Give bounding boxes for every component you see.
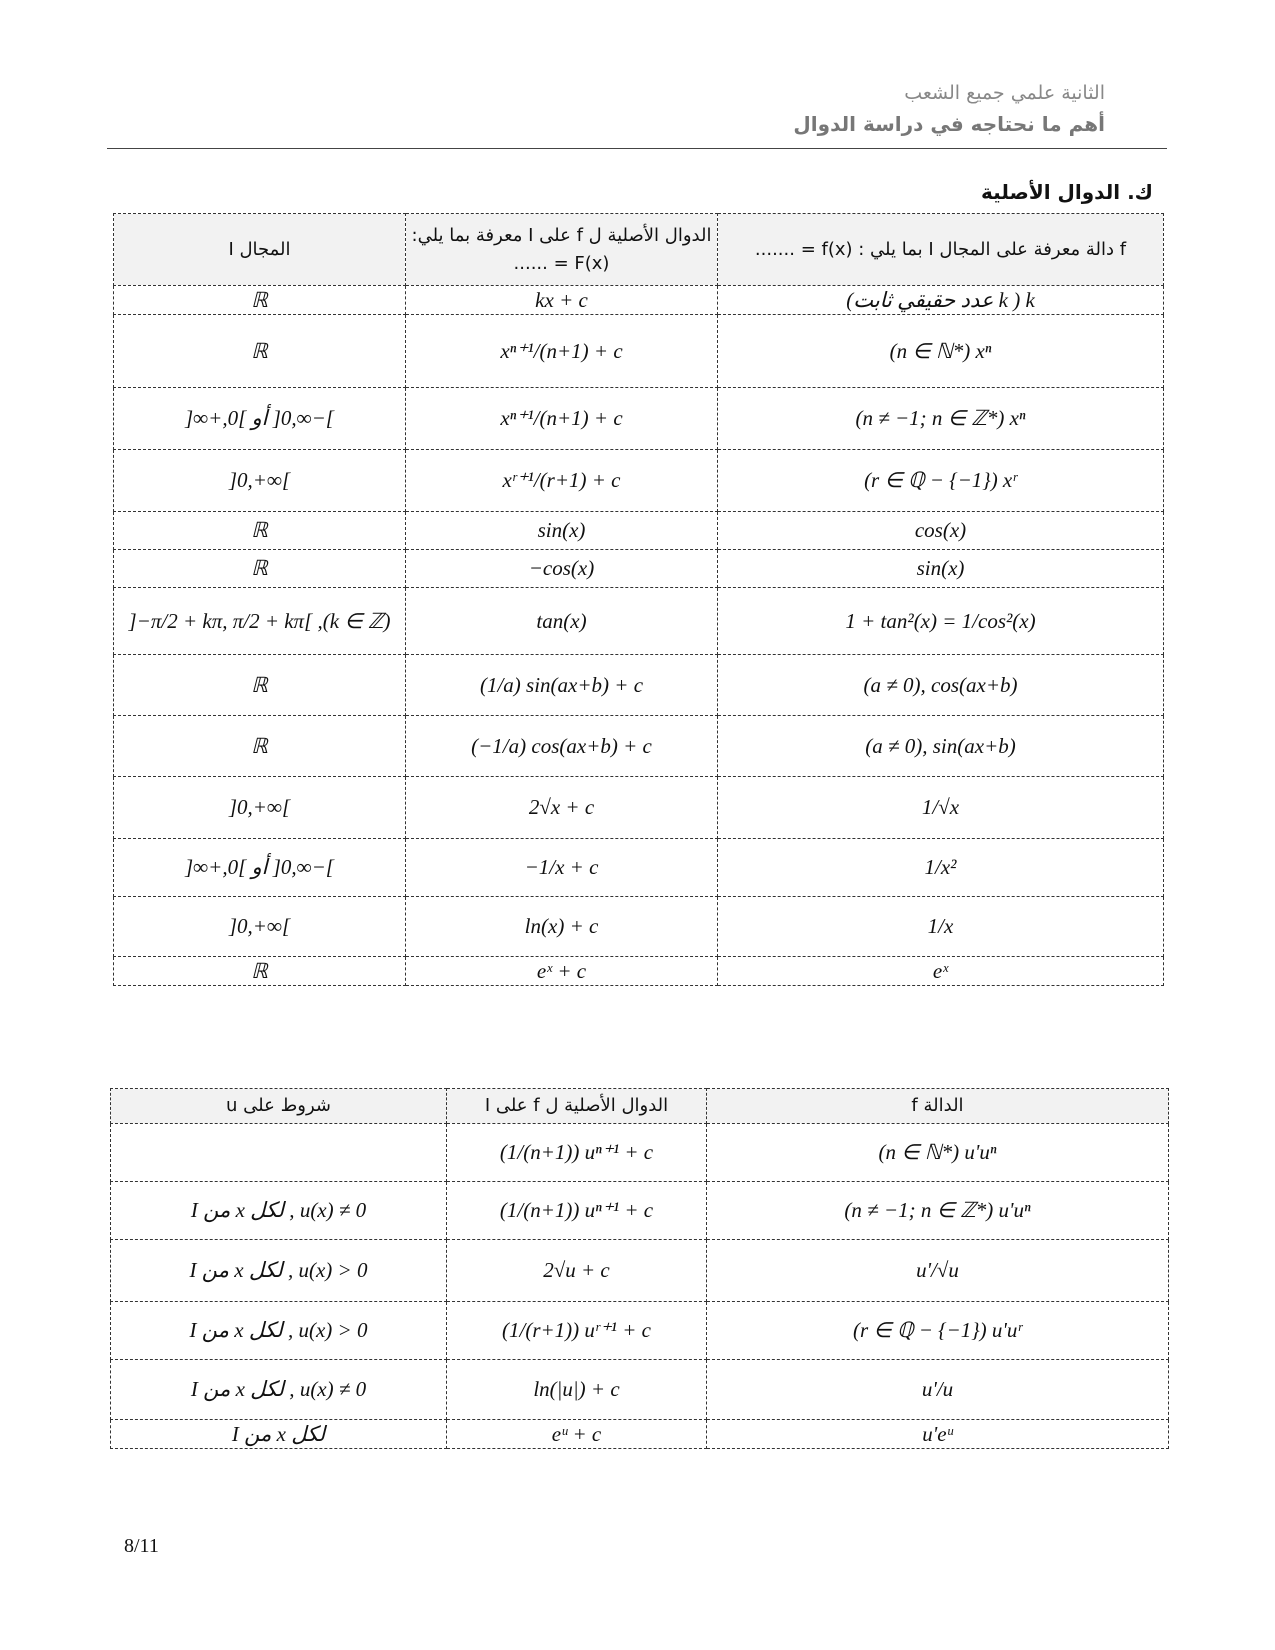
composite-cell-F: (1/(n+1)) uⁿ⁺¹ + c	[447, 1182, 707, 1240]
composite-header-cell: الدالة f	[707, 1089, 1169, 1124]
composite-row	[111, 1360, 1169, 1420]
composite-cell-f: u'/√u	[707, 1240, 1169, 1302]
primitives-cell-F: (1/a) sin(ax+b) + c	[406, 655, 718, 716]
primitives-cell-I: ]0,+∞[	[114, 777, 406, 839]
primitives-cell-I: ℝ	[114, 550, 406, 588]
primitives-cell-F: eˣ + c	[406, 957, 718, 986]
primitives-cell-F: (−1/a) cos(ax+b) + c	[406, 716, 718, 777]
primitives-row	[114, 315, 1164, 388]
document-title: أهم ما نحتاجه في دراسة الدوال	[793, 112, 1105, 136]
composite-cell-f: (n ≠ −1; n ∈ ℤ*) u'uⁿ	[707, 1182, 1169, 1240]
primitives-row	[114, 777, 1164, 839]
primitives-header-cell: المجال I	[114, 214, 406, 286]
primitives-cell-F: sin(x)	[406, 512, 718, 550]
primitives-cell-f: 1/x	[718, 897, 1164, 957]
composite-primitives-table	[110, 1088, 1169, 1449]
composite-cell-F: eᵘ + c	[447, 1420, 707, 1449]
primitives-cell-f: k ( k عدد حقيقي ثابت)	[718, 286, 1164, 315]
primitives-table	[113, 213, 1164, 986]
header-divider	[107, 148, 1167, 149]
primitives-cell-I: ℝ	[114, 716, 406, 777]
primitives-header-cell: f دالة معرفة على المجال I بما يلي : f(x) = .......	[718, 214, 1164, 286]
composite-cell-cond	[111, 1124, 447, 1182]
primitives-cell-F: xⁿ⁺¹/(n+1) + c	[406, 388, 718, 450]
primitives-cell-f: (a ≠ 0), cos(ax+b)	[718, 655, 1164, 716]
composite-header-cell: الدوال الأصلية ل f على I	[447, 1089, 707, 1124]
composite-row	[111, 1420, 1169, 1449]
primitives-cell-F: xⁿ⁺¹/(n+1) + c	[406, 315, 718, 388]
composite-cell-cond: u(x) > 0 , لكل x من I	[111, 1240, 447, 1302]
composite-cell-F: (1/(n+1)) uⁿ⁺¹ + c	[447, 1124, 707, 1182]
primitives-cell-I: ℝ	[114, 957, 406, 986]
composite-cell-F: ln(|u|) + c	[447, 1360, 707, 1420]
primitives-row	[114, 388, 1164, 450]
primitives-cell-f: (a ≠ 0), sin(ax+b)	[718, 716, 1164, 777]
primitives-cell-f: 1/√x	[718, 777, 1164, 839]
primitives-row	[114, 286, 1164, 315]
composite-cell-cond: u(x) ≠ 0 , لكل x من I	[111, 1182, 447, 1240]
primitives-cell-F: kx + c	[406, 286, 718, 315]
primitives-cell-I: ℝ	[114, 512, 406, 550]
composite-cell-f: (n ∈ ℕ*) u'uⁿ	[707, 1124, 1169, 1182]
primitives-cell-f: 1/x²	[718, 839, 1164, 897]
primitives-cell-F: −1/x + c	[406, 839, 718, 897]
primitives-cell-F: −cos(x)	[406, 550, 718, 588]
primitives-cell-F: tan(x)	[406, 588, 718, 655]
primitives-cell-f: (n ≠ −1; n ∈ ℤ*) xⁿ	[718, 388, 1164, 450]
section-title: ك. الدوال الأصلية	[981, 180, 1153, 204]
primitives-cell-F: xʳ⁺¹/(r+1) + c	[406, 450, 718, 512]
composite-header-cell: شروط على u	[111, 1089, 447, 1124]
primitives-cell-I: ℝ	[114, 315, 406, 388]
primitives-row	[114, 957, 1164, 986]
composite-cell-cond: u(x) ≠ 0 , لكل x من I	[111, 1360, 447, 1420]
page-number: 8/11	[124, 1535, 159, 1557]
primitives-row	[114, 588, 1164, 655]
primitives-cell-f: cos(x)	[718, 512, 1164, 550]
primitives-row	[114, 716, 1164, 777]
composite-row	[111, 1240, 1169, 1302]
composite-cell-F: 2√u + c	[447, 1240, 707, 1302]
primitives-cell-I: ℝ	[114, 655, 406, 716]
primitives-cell-I: ]−∞,0[ أو ]0,+∞[	[114, 388, 406, 450]
primitives-cell-I: ]0,+∞[	[114, 450, 406, 512]
primitives-row	[114, 839, 1164, 897]
primitives-cell-f: sin(x)	[718, 550, 1164, 588]
composite-cell-cond: لكل x من I	[111, 1420, 447, 1449]
composite-row	[111, 1124, 1169, 1182]
primitives-header-row	[114, 214, 1164, 286]
primitives-row	[114, 897, 1164, 957]
composite-cell-f: u'eᵘ	[707, 1420, 1169, 1449]
composite-header-row	[111, 1089, 1169, 1124]
primitives-cell-f: (r ∈ ℚ − {−1}) xʳ	[718, 450, 1164, 512]
composite-cell-cond: u(x) > 0 , لكل x من I	[111, 1302, 447, 1360]
primitives-cell-F: ln(x) + c	[406, 897, 718, 957]
composite-cell-f: (r ∈ ℚ − {−1}) u'uʳ	[707, 1302, 1169, 1360]
primitives-cell-I: ℝ	[114, 286, 406, 315]
primitives-row	[114, 450, 1164, 512]
primitives-cell-f: (n ∈ ℕ*) xⁿ	[718, 315, 1164, 388]
composite-cell-f: u'/u	[707, 1360, 1169, 1420]
document-subtitle: الثانية علمي جميع الشعب	[904, 82, 1105, 104]
primitives-cell-f: eˣ	[718, 957, 1164, 986]
primitives-row	[114, 550, 1164, 588]
primitives-cell-f: 1 + tan²(x) = 1/cos²(x)	[718, 588, 1164, 655]
composite-cell-F: (1/(r+1)) uʳ⁺¹ + c	[447, 1302, 707, 1360]
primitives-cell-I: ]−π/2 + kπ, π/2 + kπ[ ,(k ∈ ℤ)	[114, 588, 406, 655]
primitives-row	[114, 512, 1164, 550]
composite-row	[111, 1302, 1169, 1360]
composite-row	[111, 1182, 1169, 1240]
primitives-cell-I: ]−∞,0[ أو ]0,+∞[	[114, 839, 406, 897]
primitives-cell-F: 2√x + c	[406, 777, 718, 839]
primitives-cell-I: ]0,+∞[	[114, 897, 406, 957]
primitives-header-cell: الدوال الأصلية ل f على I معرفة بما يلي: F(x) = ......	[406, 214, 718, 286]
primitives-row	[114, 655, 1164, 716]
